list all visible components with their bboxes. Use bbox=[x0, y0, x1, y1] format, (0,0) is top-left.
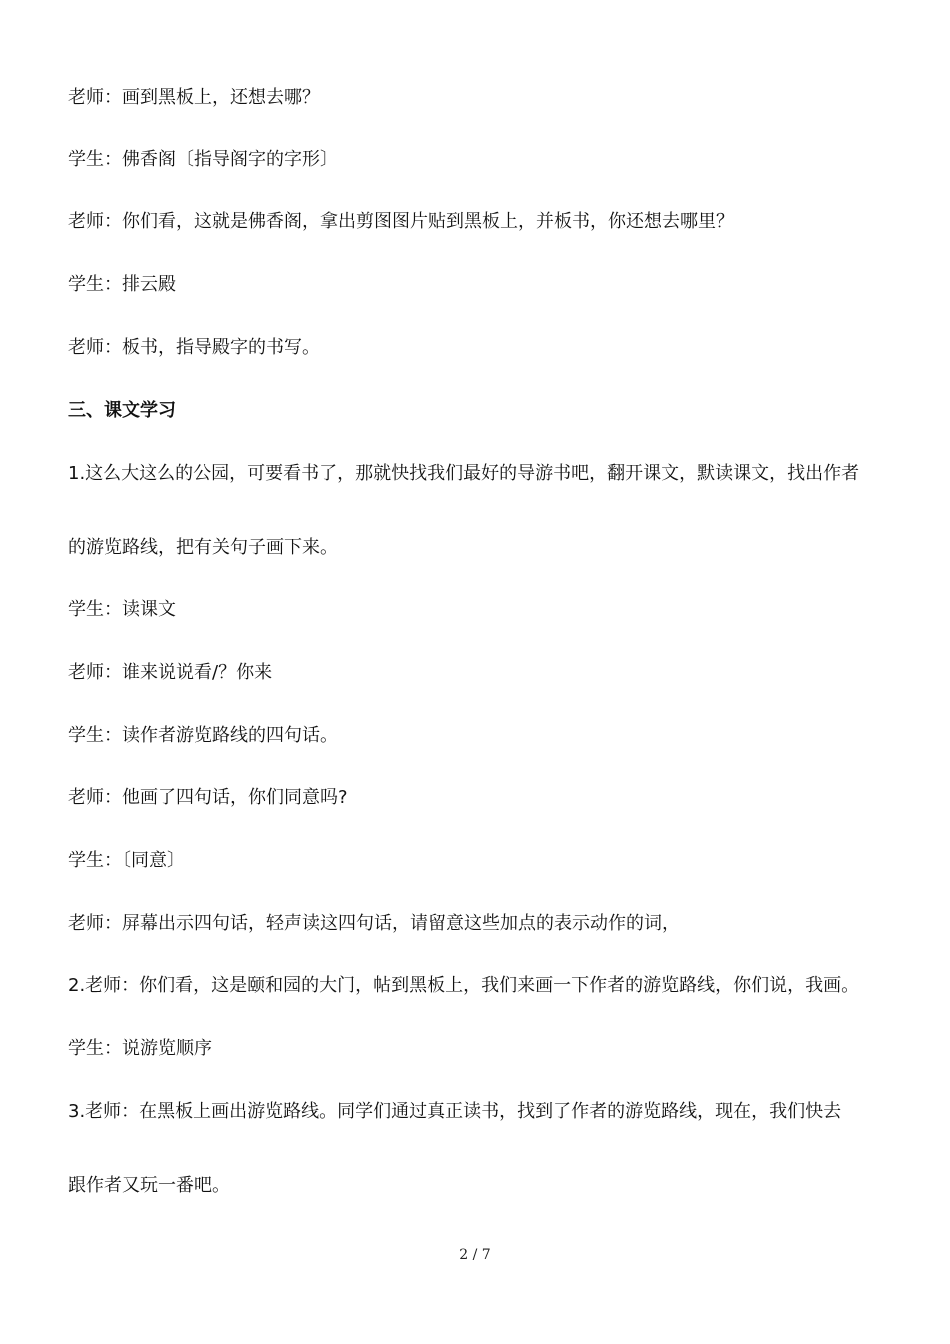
page-number: 2 / 7 bbox=[459, 1247, 491, 1263]
text-line-teacher-1: 老师：画到黑板上，还想去哪？ bbox=[68, 87, 320, 108]
section-heading: 三、课文学习 bbox=[68, 400, 176, 421]
text-line-student-6: 学生：说游览顺序 bbox=[68, 1038, 212, 1059]
text-line-teacher-4: 老师：谁来说说看/？你来 bbox=[68, 662, 273, 683]
text-line-student-1: 学生：佛香阁〔指导阁字的字形〕 bbox=[68, 149, 338, 170]
text-line-teacher-2: 老师：你们看，这就是佛香阁，拿出剪图图片贴到黑板上，并板书，你还想去哪里？ bbox=[68, 211, 734, 232]
text-line-student-2: 学生：排云殿 bbox=[68, 274, 176, 295]
text-line-student-3: 学生：读课文 bbox=[68, 599, 176, 620]
text-line-item-1a: 1.这么大这么的公园，可要看书了，那就快找我们最好的导游书吧，翻开课文，默读课文，找出作者 bbox=[68, 463, 860, 484]
text-line-item-2: 2.老师：你们看，这是颐和园的大门，帖到黑板上，我们来画一下作者的游览路线，你们说，我画。 bbox=[68, 975, 860, 996]
text-line-teacher-6: 老师：屏幕出示四句话，轻声读这四句话，请留意这些加点的表示动作的词， bbox=[68, 913, 680, 934]
text-line-item-3b: 跟作者又玩一番吧。 bbox=[68, 1175, 230, 1196]
text-line-item-3a: 3.老师：在黑板上画出游览路线。同学们通过真正读书，找到了作者的游览路线，现在，我们快去 bbox=[68, 1101, 842, 1122]
text-line-teacher-5: 老师：他画了四句话，你们同意吗? bbox=[68, 787, 348, 808]
text-line-student-5: 学生：〔同意〕 bbox=[68, 850, 185, 871]
text-line-student-4: 学生：读作者游览路线的四句话。 bbox=[68, 725, 338, 746]
text-line-item-1b: 的游览路线，把有关句子画下来。 bbox=[68, 537, 338, 558]
text-line-teacher-3: 老师：板书，指导殿字的书写。 bbox=[68, 337, 320, 358]
